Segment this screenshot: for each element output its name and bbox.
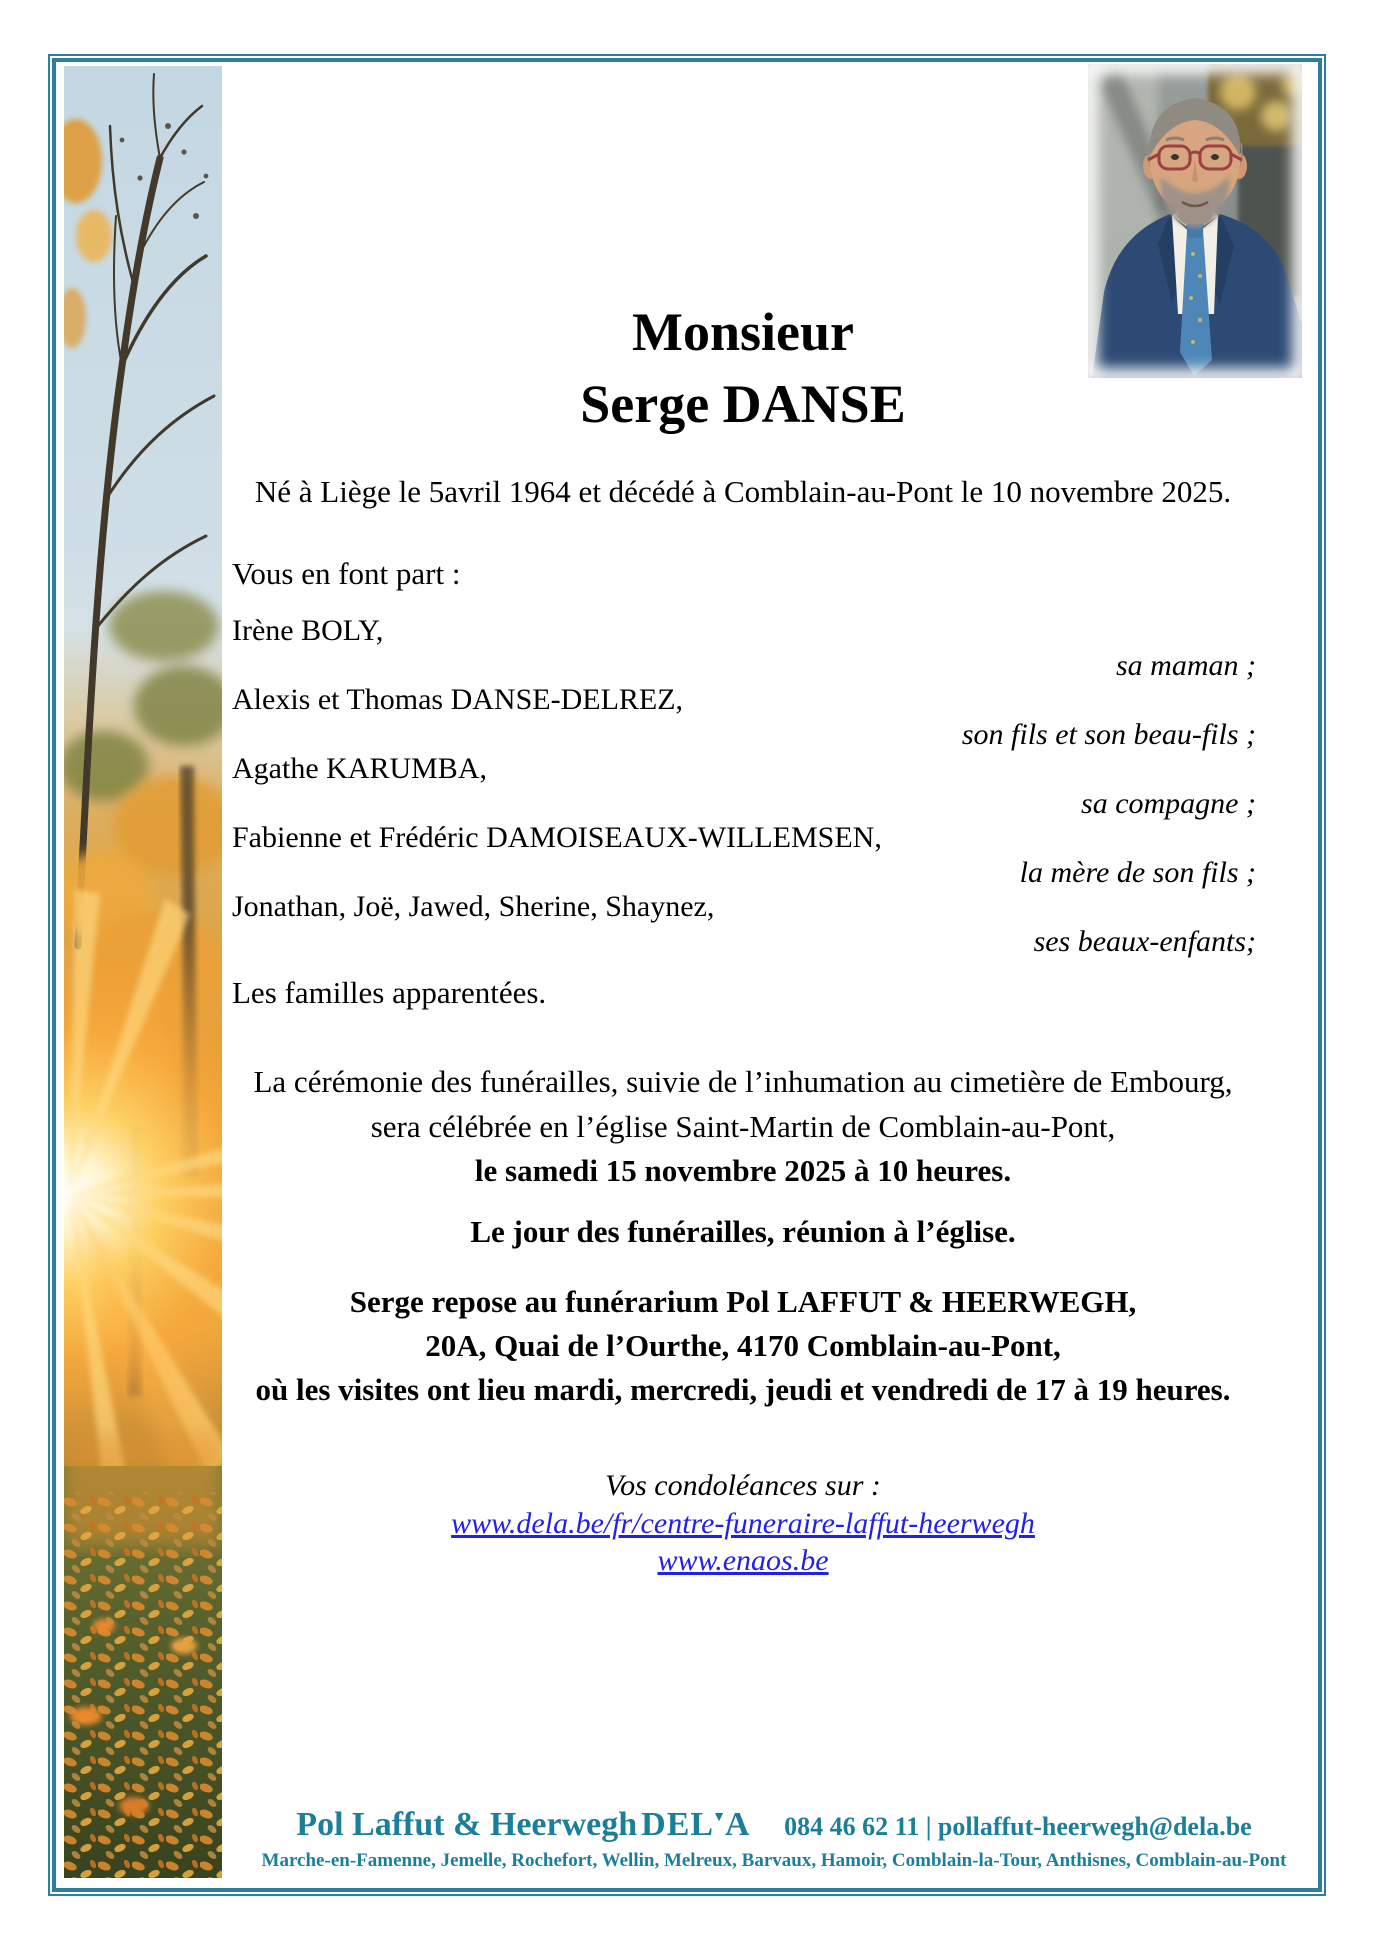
ceremony-line-3: le samedi 15 novembre 2025 à 10 heures. <box>474 1153 1012 1188</box>
family-relation: sa maman ; <box>1116 648 1256 682</box>
repose-line-1: Serge repose au funérarium Pol LAFFUT & HEERWEGH, <box>349 1284 1137 1319</box>
family-name: Alexis et Thomas DANSE-DELREZ, <box>232 683 684 716</box>
condolence-link-enaos[interactable]: www.enaos.be <box>657 1544 829 1577</box>
repose-block <box>228 1280 1258 1412</box>
family-footer: Les familles apparentées. <box>232 975 547 1010</box>
condolence-link-dela[interactable]: www.dela.be/fr/centre-funeraire-laffut-heerwegh <box>451 1506 1035 1540</box>
family-name: Agathe KARUMBA, <box>232 752 487 785</box>
condolences-block <box>228 1467 1258 1580</box>
footer <box>228 1806 1320 1872</box>
ceremony-line-1: La cérémonie des funérailles, suivie de l’inhumation au cimetière de Embourg, <box>253 1064 1233 1099</box>
repose-line-3: où les visites ont lieu mardi, mercredi, jeudi et vendredi de 17 à 19 heures. <box>255 1372 1231 1407</box>
dela-mark <box>641 1806 758 1843</box>
ceremony-block <box>228 1060 1258 1194</box>
family-name: Jonathan, Joë, Jawed, Sherine, Shaynez, <box>232 890 715 923</box>
salutation: Monsieur <box>632 302 854 362</box>
family-relation: ses beaux-enfants; <box>1033 924 1256 958</box>
announce-label: Vous en font part : <box>232 556 461 591</box>
dela-prefix: DEL <box>641 1806 715 1843</box>
dela-suffix: A <box>724 1806 749 1843</box>
footer-brand: Pol Laffut & Heerwegh <box>296 1806 638 1843</box>
family-list <box>232 614 1256 959</box>
footer-brand-line <box>228 1806 1320 1844</box>
family-name: Fabienne et Frédéric DAMOISEAUX-WILLEMSEN, <box>232 821 882 854</box>
repose-line-2: 20A, Quai de l’Ourthe, 4170 Comblain-au-Pont, <box>425 1328 1061 1363</box>
dela-flag-icon: ▼ <box>712 1810 727 1825</box>
title-block <box>228 296 1258 440</box>
life-dates: Né à Liège le 5avril 1964 et décédé à Comblain-au-Pont le 10 novembre 2025. <box>254 474 1232 509</box>
footer-contact: 084 46 62 11 | pollaffut-heerwegh@dela.be <box>784 1812 1252 1841</box>
autumn-photo-art <box>64 66 222 1878</box>
deceased-name: Serge DANSE <box>580 374 906 434</box>
meeting-line: Le jour des funérailles, réunion à l’église. <box>470 1214 1016 1249</box>
family-relation: la mère de son fils ; <box>1019 855 1256 889</box>
ceremony-line-2: sera célébrée en l’église Saint-Martin de Comblain-au-Pont, <box>370 1108 1116 1144</box>
family-name: Irène BOLY, <box>232 614 384 647</box>
family-relation: sa compagne ; <box>1081 786 1256 820</box>
autumn-photo <box>64 66 222 1878</box>
family-relation: son fils et son beau-fils ; <box>961 717 1256 751</box>
footer-cities: Marche-en-Famenne, Jemelle, Rochefort, Wellin, Melreux, Barvaux, Hamoir, Comblain-la-Tour, Anthisnes, Comblain-au-Pont <box>261 1850 1287 1871</box>
condolences-label: Vos condoléances sur : <box>605 1469 881 1502</box>
